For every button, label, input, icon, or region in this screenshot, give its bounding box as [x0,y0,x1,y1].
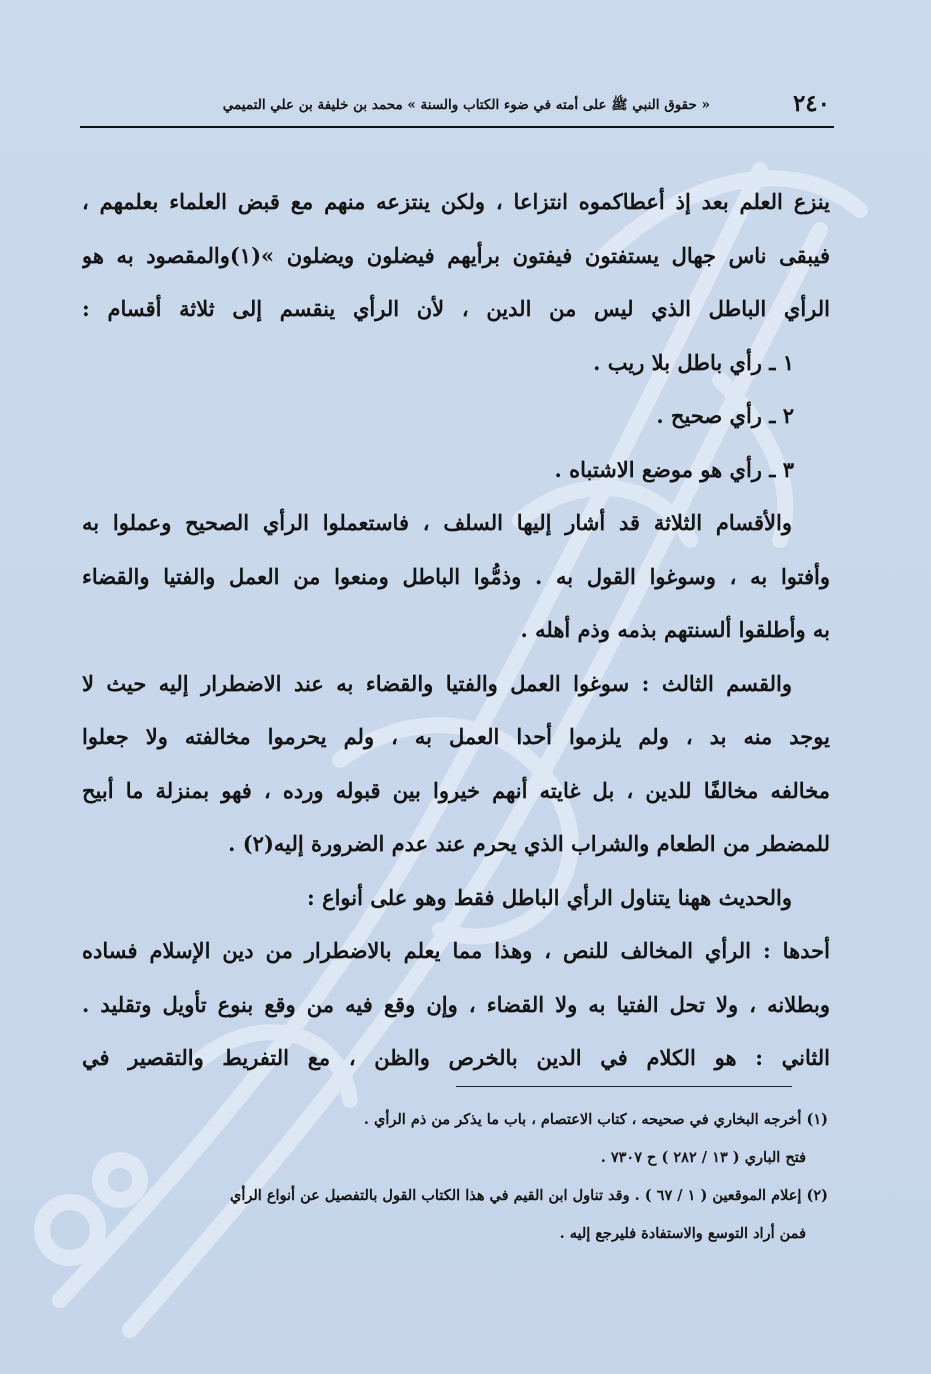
list-item: ٢ ـ رأي صحيح . [656,403,794,428]
text-line: الثاني : هو الكلام في الدين بالخرص والظن ، مع التفريط والتقصير في [82,1045,830,1070]
text-line: فيبقى ناس جهال يستفتون فيفتون برأيهم فيضلون ويضلون »(١)والمقصود به هو [82,242,830,268]
text-line: وأفتوا به ، وسوغوا القول به . وذمُّوا الباطل ومنعوا من العمل والفتيا والقضاء [82,563,830,589]
text-line: ينزع العلم بعد إذ أعطاكموه انتزاعا ، ولكن ينتزعه منهم مع قبض العلماء بعلمهم ، [82,189,830,214]
text-line: وبطلانه ، ولا تحل الفتيا به ولا القضاء ، وإن وقع فيه من وقع بنوع تأويل وتقليد . [82,991,830,1017]
header-rule [80,126,834,128]
text-line: والقسم الثالث : سوغوا العمل والفتيا والقضاء به عند الاضطرار إليه حيث لا [82,670,792,696]
footnote: (٢) إعلام الموقعين ( ١ / ٦٧ ) . وقد تناول ابن القيم في هذا الكتاب القول بالتفصيل عن أنواع الرأي [229,1187,828,1204]
footnote: (١) أخرجه البخاري في صحيحه ، كتاب الاعتصام ، باب ما يذكر من ذم الرأي . [363,1111,828,1128]
text-line: والأقسام الثلاثة قد أشار إليها السلف ، فاستعملوا الرأي الصحيح وعملوا به [82,510,792,535]
text-line: والحديث ههنا يتناول الرأي الباطل فقط وهو على أنواع : [307,884,792,910]
footnote-separator [456,1086,792,1087]
running-title: « حقوق النبي ﷺ على أمته في ضوء الكتاب والسنة » محمد بن خليفة بن علي التميمي [222,97,710,113]
text-line: مخالفه مخالفًا للدين ، بل غايته أنهم خيروا بين قبوله ورده ، فهو بمنزلة ما أبيح [82,777,830,803]
text-line: للمضطر من الطعام والشراب الذي يحرم عند عدم الضرورة إليه(٢) . [228,831,830,856]
text-line: يوجد منه بد ، ولم يلزموا أحدا العمل به ، ولم يحرموا مخالفته ولا جعلوا [82,724,830,749]
running-header [80,88,834,124]
main-text [82,183,830,1093]
list-item: ٣ ـ رأي هو موضع الاشتباه . [554,456,794,482]
footnotes [180,1106,828,1258]
list-item: ١ ـ رأي باطل بلا ريب . [593,349,794,375]
text-line: أحدها : الرأي المخالف للنص ، وهذا مما يعلم بالاضطرار من دين الإسلام فساده [82,938,830,963]
text-line: الرأي الباطل الذي ليس من الدين ، لأن الرأي ينقسم إلى ثلاثة أقسام : [82,296,830,321]
footnote: فتح الباري ( ١٣ / ٢٨٢ ) ح ٧٣٠٧ . [600,1149,806,1166]
page-number: ٢٤٠ [792,90,830,117]
footnote: فمن أراد التوسع والاستفادة فليرجع إليه . [559,1225,806,1242]
text-line: به وأطلقوا ألسنتهم بذمه وذم أهله . [520,617,830,642]
